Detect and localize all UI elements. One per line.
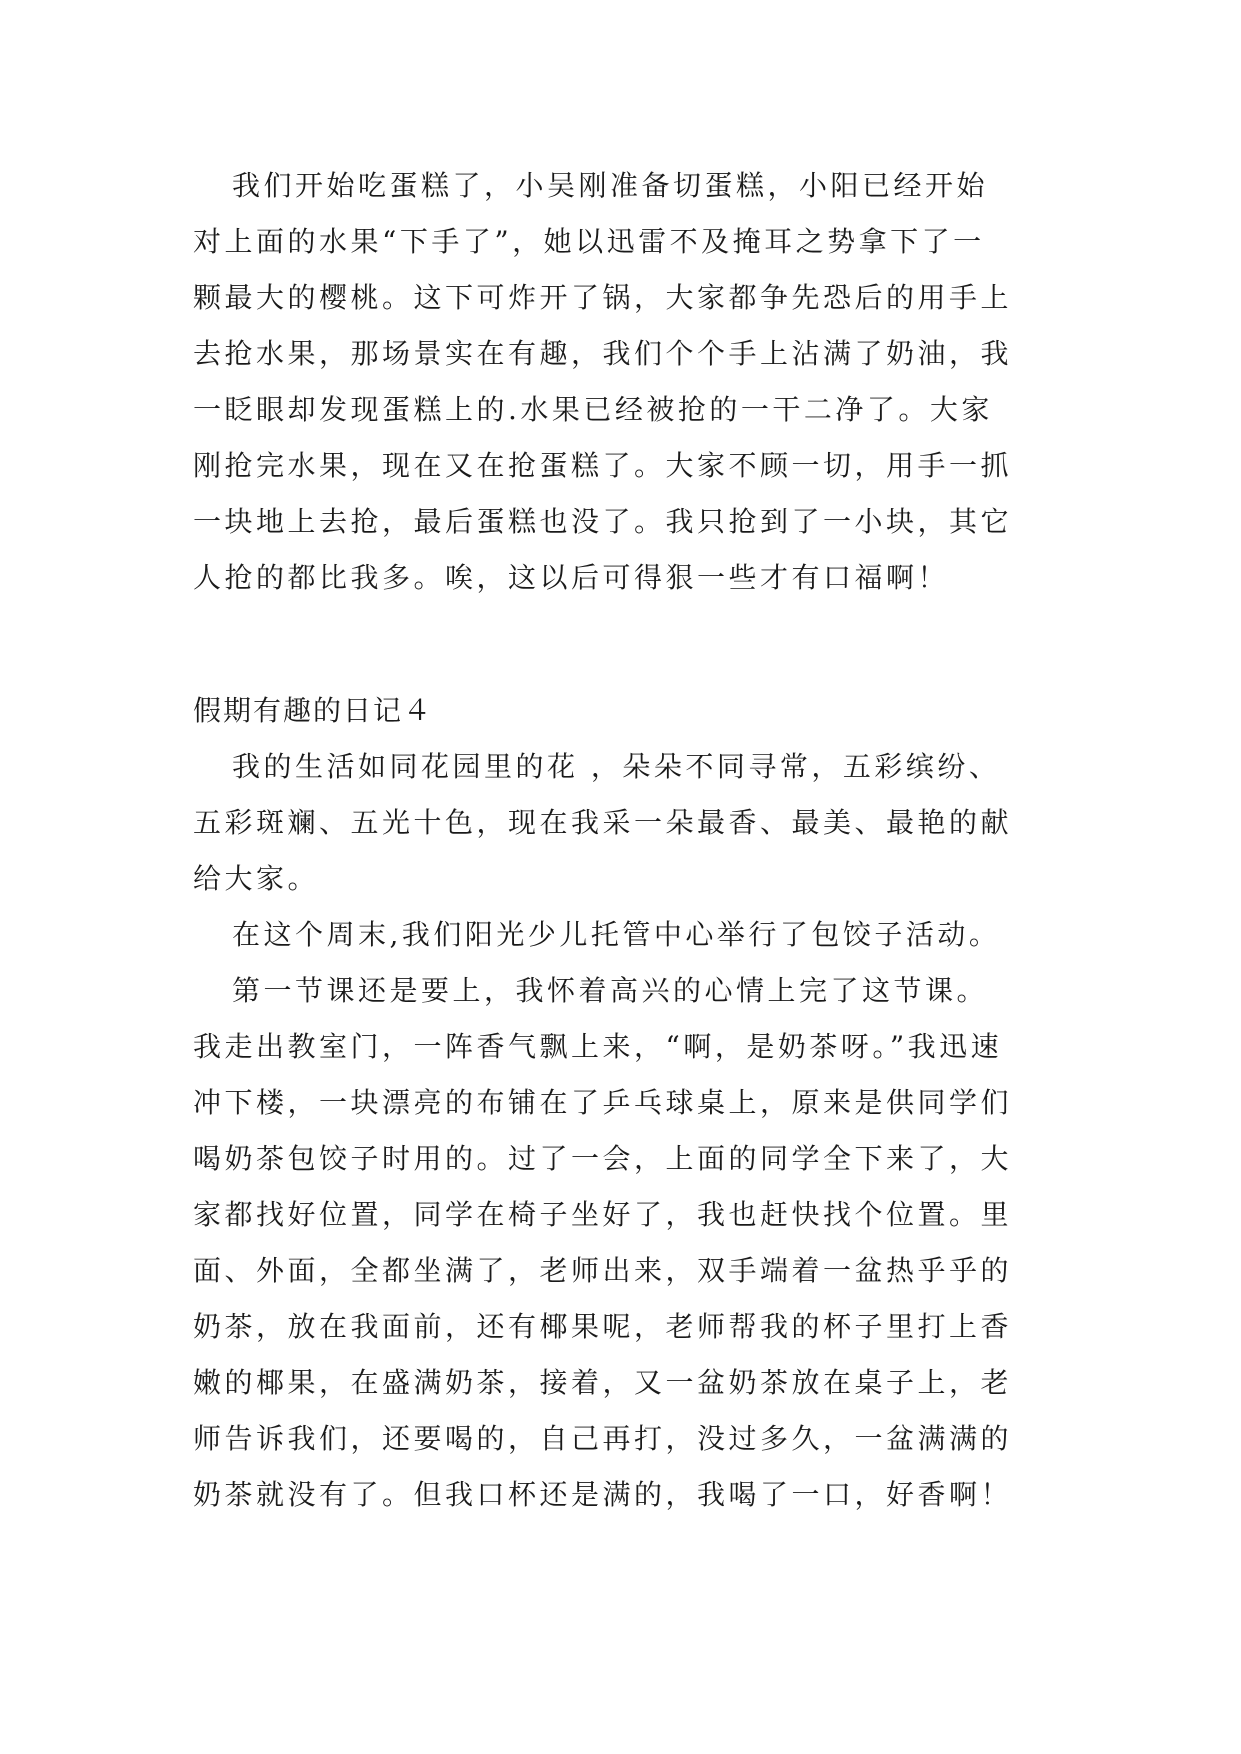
paragraph-line: 冲下楼，一块漂亮的布铺在了乒乓球桌上，原来是供同学们 <box>193 1086 1013 1119</box>
paragraph-line: 奶茶就没有了。但我口杯还是满的，我喝了一口，好香啊！ <box>193 1478 1013 1511</box>
section-heading: 假期有趣的日记４ <box>193 694 434 727</box>
paragraph-line: 人抢的都比我多。唉，这以后可得狠一些才有口福啊！ <box>193 561 950 594</box>
paragraph-line: 喝奶茶包饺子时用的。过了一会，上面的同学全下来了，大 <box>193 1142 1013 1175</box>
paragraph-line: 我走出教室门，一阵香气飘上来，“啊，是奶茶呀。”我迅速 <box>193 1030 1003 1063</box>
paragraph-line: 一块地上去抢，最后蛋糕也没了。我只抢到了一小块，其它 <box>193 505 1013 538</box>
paragraph-line: 一眨眼却发现蛋糕上的.水果已经被抢的一干二净了。大家 <box>193 393 993 426</box>
paragraph-line: 对上面的水果“下手了”，她以迅雷不及掩耳之势拿下了一 <box>193 225 985 258</box>
paragraph-line: 师告诉我们，还要喝的，自己再打，没过多久，一盆满满的 <box>193 1422 1013 1455</box>
paragraph-line: 第一节课还是要上，我怀着高兴的心情上完了这节课。 <box>232 974 989 1007</box>
paragraph-line: 面、外面，全都坐满了，老师出来，双手端着一盆热乎乎的 <box>193 1254 1013 1287</box>
paragraph-line: 去抢水果，那场景实在有趣，我们个个手上沾满了奶油，我 <box>193 337 1013 370</box>
paragraph-line: 我的生活如同花园里的花 ，朵朵不同寻常，五彩缤纷、 <box>232 750 1001 783</box>
paragraph-line: 刚抢完水果，现在又在抢蛋糕了。大家不顾一切，用手一抓 <box>193 449 1013 482</box>
paragraph-line: 家都找好位置，同学在椅子坐好了，我也赶快找个位置。里 <box>193 1198 1013 1231</box>
paragraph-line: 我们开始吃蛋糕了，小吴刚准备切蛋糕，小阳已经开始 <box>232 169 989 202</box>
paragraph-line: 颗最大的樱桃。这下可炸开了锅，大家都争先恐后的用手上 <box>193 281 1013 314</box>
paragraph-line: 五彩斑斓、五光十色，现在我采一朵最香、最美、最艳的献 <box>193 806 1013 839</box>
paragraph-line: 在这个周末,我们阳光少儿托管中心举行了包饺子活动。 <box>232 918 1001 951</box>
paragraph-line: 嫩的椰果，在盛满奶茶，接着，又一盆奶茶放在桌子上，老 <box>193 1366 1013 1399</box>
paragraph-line: 奶茶，放在我面前，还有椰果呢，老师帮我的杯子里打上香 <box>193 1310 1013 1343</box>
paragraph-line: 给大家。 <box>193 862 320 895</box>
